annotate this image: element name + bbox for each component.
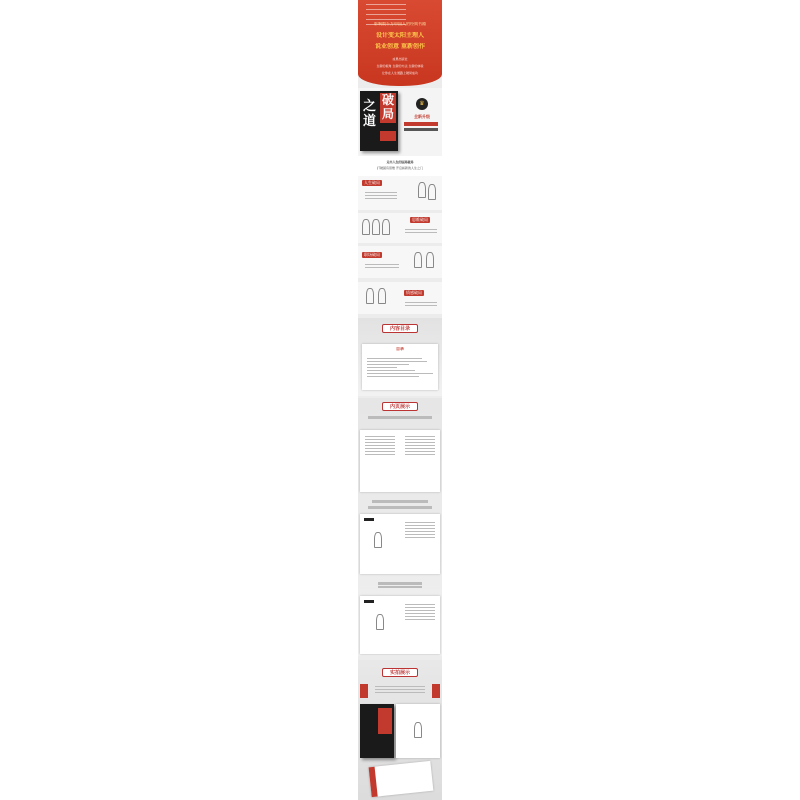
sketch-figure bbox=[362, 219, 370, 235]
section-text bbox=[362, 190, 400, 201]
catalog-paper bbox=[362, 344, 438, 390]
badge-text: 全新升级 bbox=[414, 114, 430, 119]
photo-open-book bbox=[369, 761, 434, 797]
catalog-item bbox=[367, 367, 397, 368]
side-tag bbox=[432, 684, 440, 698]
intro-block bbox=[358, 156, 442, 178]
page-tag bbox=[364, 600, 374, 603]
inner-page-spread bbox=[360, 514, 440, 574]
feature-item bbox=[366, 1, 406, 5]
sketch-figure bbox=[418, 182, 426, 198]
cover-title-right: 破局 bbox=[381, 93, 394, 121]
section-text bbox=[362, 262, 402, 270]
catalog-list bbox=[364, 356, 436, 379]
header-banner bbox=[358, 0, 442, 86]
feature-item bbox=[366, 16, 406, 20]
sketch-figure bbox=[374, 532, 382, 548]
inner-pill: 内页展示 bbox=[382, 402, 418, 411]
catalog-item bbox=[367, 358, 422, 359]
side-tag bbox=[360, 684, 368, 698]
inner-caption-4 bbox=[378, 582, 422, 588]
catalog-item bbox=[367, 364, 409, 365]
section-card bbox=[358, 213, 442, 243]
sketch-figure bbox=[372, 219, 380, 235]
real-notes bbox=[372, 684, 428, 695]
section-label: 人生破局 bbox=[364, 180, 380, 185]
inner-caption-3 bbox=[368, 506, 432, 509]
note-1: 成果出版社 bbox=[392, 57, 408, 61]
sketch-figure bbox=[414, 722, 422, 738]
product-detail-strip bbox=[358, 0, 442, 800]
inner-pages-section bbox=[358, 398, 442, 656]
inner-page-spread bbox=[360, 430, 440, 492]
catalog-title: 目录 bbox=[396, 347, 404, 351]
section-text bbox=[402, 227, 440, 235]
section-card bbox=[358, 282, 442, 314]
catalog-item bbox=[367, 370, 415, 371]
section-card bbox=[358, 246, 442, 278]
product-block bbox=[358, 88, 442, 156]
inner-caption-1 bbox=[368, 416, 432, 419]
crown-badge: ♛ bbox=[416, 98, 428, 110]
photo-book-cover bbox=[360, 704, 394, 758]
sketch-figure bbox=[376, 614, 384, 630]
catalog-item bbox=[367, 373, 433, 374]
intro-line-1: 走出人生的困局破局 bbox=[386, 160, 414, 164]
tagline: 影响数千万中国人的经典书籍 bbox=[374, 22, 426, 26]
section-label: 职场破局 bbox=[364, 252, 380, 257]
section-card bbox=[358, 176, 442, 210]
catalog-item bbox=[367, 361, 427, 362]
promo-line-1 bbox=[404, 122, 438, 126]
sketch-figure bbox=[382, 219, 390, 235]
section-label: 思维破局 bbox=[412, 217, 428, 222]
feature-item bbox=[366, 11, 406, 15]
sketch-figure bbox=[366, 288, 374, 304]
section-text bbox=[402, 300, 440, 308]
page-tag bbox=[364, 518, 374, 521]
intro-line-2: 打破固有思维 开启崭新的人生之门 bbox=[377, 166, 423, 170]
photo-open-book bbox=[396, 704, 440, 758]
real-pill: 实拍展示 bbox=[382, 668, 418, 677]
sketch-figure bbox=[414, 252, 422, 268]
note-3: 让你在人生道路上破局成功 bbox=[381, 71, 418, 75]
promo-line-2 bbox=[404, 128, 438, 131]
inner-caption-2 bbox=[372, 500, 428, 503]
catalog-item bbox=[367, 376, 419, 377]
sketch-figure bbox=[378, 288, 386, 304]
note-2: 全新的视角 全新的方法 全新的体验 bbox=[376, 64, 424, 68]
cover-title-left: 之道 bbox=[363, 99, 377, 129]
inner-page-spread bbox=[360, 596, 440, 654]
catalog-pill: 内容目录 bbox=[382, 324, 418, 333]
headline-1: 设计变太阳主理人 bbox=[375, 32, 424, 39]
catalog-section bbox=[358, 318, 442, 396]
real-photos-section bbox=[358, 660, 442, 800]
section-label: 情感破局 bbox=[406, 290, 422, 295]
sketch-figure bbox=[426, 252, 434, 268]
feature-item bbox=[366, 6, 406, 10]
sketch-figure bbox=[428, 184, 436, 200]
headline-2: 说业创意 重新创作 bbox=[374, 43, 426, 50]
book-cover bbox=[360, 91, 398, 151]
